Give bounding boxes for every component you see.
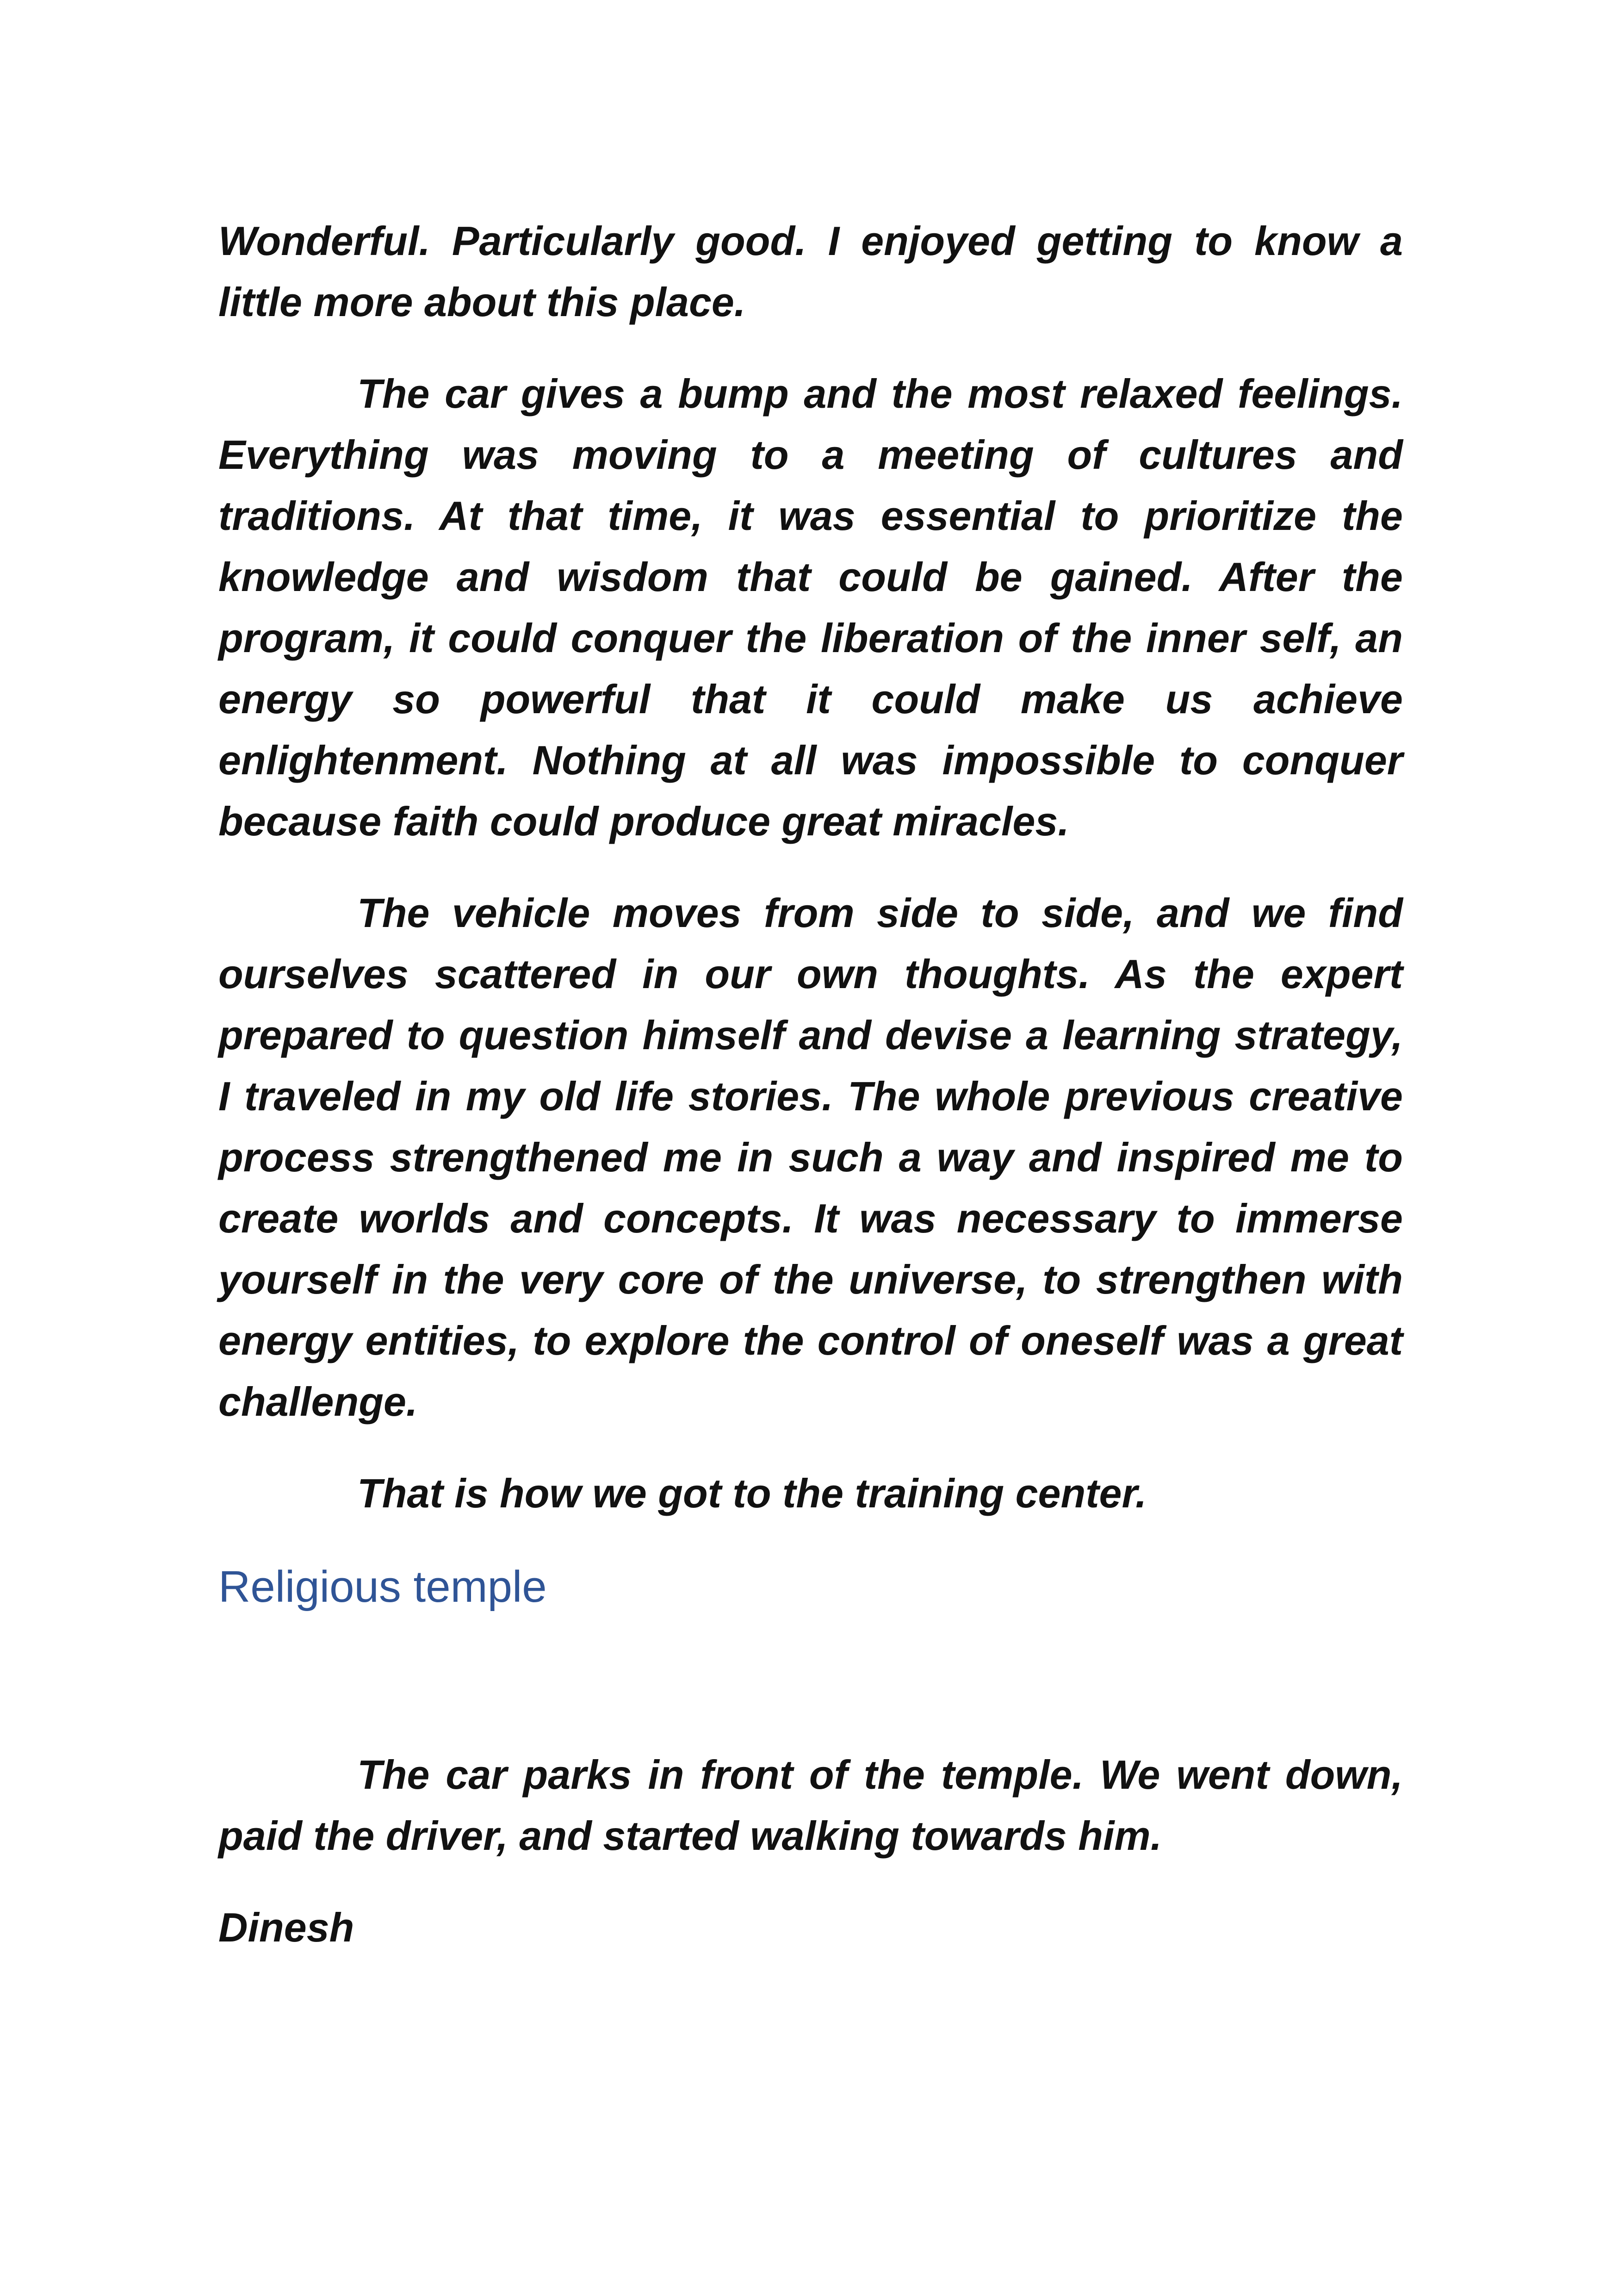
signature: Dinesh: [218, 1904, 354, 1950]
document-body: [218, 211, 1403, 1958]
paragraph-training-center: That is how we got to the training center.: [357, 1470, 1147, 1516]
paragraph-temple: The car parks in front of the temple. We went down, paid the driver, and started walking towards him.: [218, 1752, 1403, 1859]
section-heading: Religious temple: [218, 1562, 547, 1612]
paragraph-intro: Wonderful. Particularly good. I enjoyed getting to know a little more about this place.: [218, 218, 1403, 325]
paragraph-vehicle-moves: The vehicle moves from side to side, and we find ourselves scattered in our own thoughts. As the expert prepared to question himself and devise a learning strategy, I traveled in my old life stories. The whole previous creative process strengthened me in such a way and inspired me to create worlds and concepts. It was necessary to immerse yourself in the very core of the universe, to strengthen with energy entities, to explore the control of oneself was a great challenge.: [218, 890, 1403, 1425]
paragraph-car-bump: The car gives a bump and the most relaxed feelings. Everything was moving to a meeting of cultures and traditions. At that time, it was essential to prioritize the knowledge and wisdom that could be gained. After the program, it could conquer the liberation of the inner self, an energy so powerful that it could make us achieve enlightenment. Nothing at all was impossible to conquer because faith could produce great miracles.: [218, 371, 1403, 844]
